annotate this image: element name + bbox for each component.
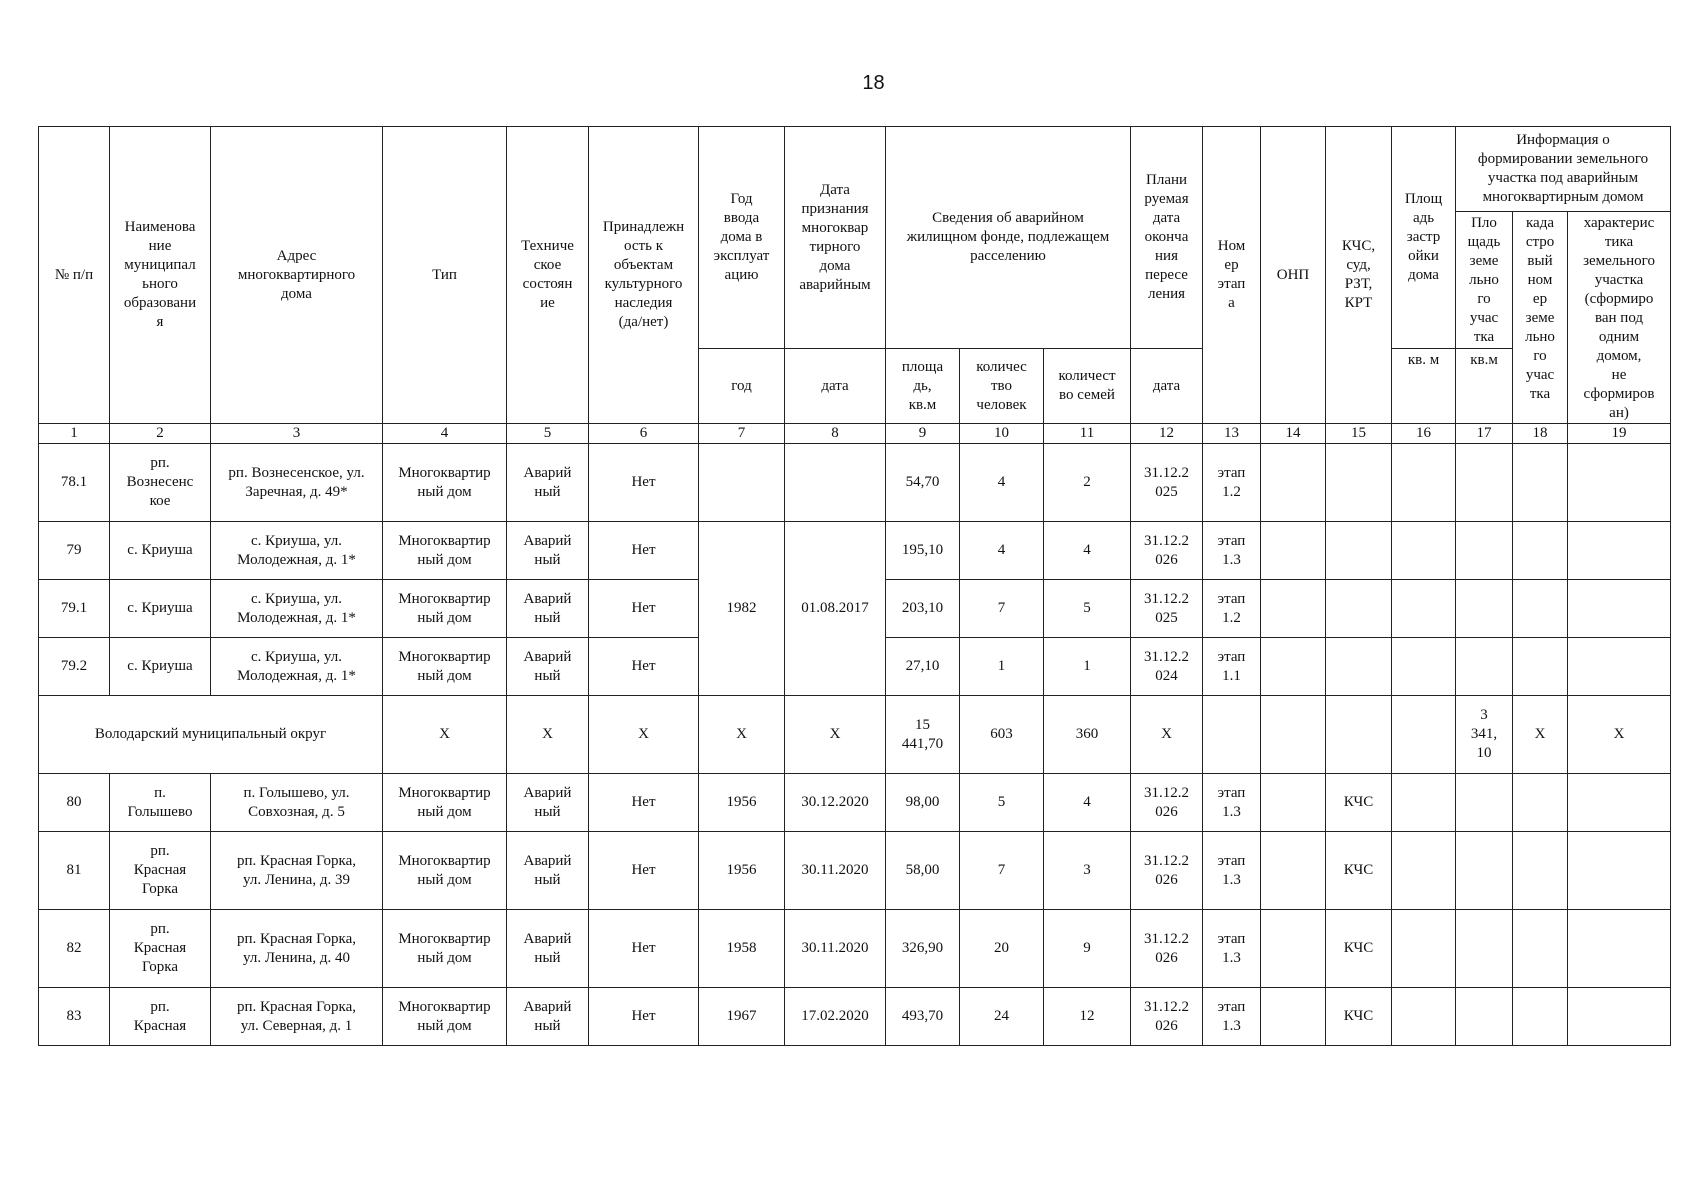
kchs: КЧС: [1326, 910, 1392, 988]
column-number: 10: [960, 424, 1044, 444]
land-characteristic: [1568, 988, 1671, 1046]
onp: [1261, 638, 1326, 696]
row-number: 83: [39, 988, 110, 1046]
land-characteristic: [1568, 638, 1671, 696]
subheader-land-area-unit: кв.м: [1456, 349, 1513, 424]
area: 98,00: [886, 774, 960, 832]
build-area: [1392, 832, 1456, 910]
header-col-19: характерис тика земельного участка (сформиро ван под одним домом, не сформиров ан): [1568, 212, 1671, 424]
cadastral-number: [1513, 522, 1568, 580]
area: 326,90: [886, 910, 960, 988]
emergency-date: 17.02.2020: [785, 988, 886, 1046]
people-count: 5: [960, 774, 1044, 832]
table-row: [39, 910, 1671, 988]
summary-heritage: X: [589, 696, 699, 774]
tech-state: Аварий ный: [507, 832, 589, 910]
column-number: 19: [1568, 424, 1671, 444]
emergency-date: [785, 444, 886, 522]
house-type: Многоквартир ный дом: [383, 522, 507, 580]
heritage: Нет: [589, 988, 699, 1046]
emergency-date: 30.11.2020: [785, 832, 886, 910]
kchs: КЧС: [1326, 832, 1392, 910]
year-built: 1982: [699, 522, 785, 696]
family-count: 9: [1044, 910, 1131, 988]
column-number: 9: [886, 424, 960, 444]
onp: [1261, 988, 1326, 1046]
header-col-13: Ном ер этап а: [1203, 127, 1261, 424]
tech-state: Аварий ный: [507, 638, 589, 696]
row-number: 82: [39, 910, 110, 988]
planned-end-date: 31.12.2 025: [1131, 580, 1203, 638]
column-number: 16: [1392, 424, 1456, 444]
people-count: 20: [960, 910, 1044, 988]
subheader-families: количест во семей: [1044, 349, 1131, 424]
table-row: [39, 988, 1671, 1046]
family-count: 12: [1044, 988, 1131, 1046]
address: рп. Красная Горка, ул. Северная, д. 1: [211, 988, 383, 1046]
municipality: с. Криуша: [110, 522, 211, 580]
column-number: 11: [1044, 424, 1131, 444]
summary-build-area: [1392, 696, 1456, 774]
area: 493,70: [886, 988, 960, 1046]
planned-end-date: 31.12.2 026: [1131, 522, 1203, 580]
land-area: [1456, 638, 1513, 696]
house-type: Многоквартир ный дом: [383, 910, 507, 988]
stage: этап 1.2: [1203, 580, 1261, 638]
page-number: 18: [862, 72, 885, 94]
heritage: Нет: [589, 832, 699, 910]
header-col-9-11: Сведения об аварийном жилищном фонде, подлежащем расселению: [886, 127, 1131, 349]
municipality: рп. Красная Горка: [110, 832, 211, 910]
onp: [1261, 522, 1326, 580]
family-count: 5: [1044, 580, 1131, 638]
header-col-15: КЧС, суд, РЗТ, КРТ: [1326, 127, 1392, 424]
subheader-date: дата: [785, 349, 886, 424]
municipality: п. Голышево: [110, 774, 211, 832]
header-col-5: Техниче ское состоян ие: [507, 127, 589, 424]
column-number: 6: [589, 424, 699, 444]
summary-label: Володарский муниципальный округ: [39, 696, 383, 774]
build-area: [1392, 522, 1456, 580]
kchs: [1326, 444, 1392, 522]
house-type: Многоквартир ный дом: [383, 638, 507, 696]
summary-people: 603: [960, 696, 1044, 774]
planned-end-date: 31.12.2 026: [1131, 832, 1203, 910]
area: 58,00: [886, 832, 960, 910]
tech-state: Аварий ный: [507, 444, 589, 522]
cadastral-number: [1513, 910, 1568, 988]
year-built: [699, 444, 785, 522]
summary-onp: [1261, 696, 1326, 774]
stage: этап 1.3: [1203, 988, 1261, 1046]
onp: [1261, 832, 1326, 910]
heritage: Нет: [589, 774, 699, 832]
area: 203,10: [886, 580, 960, 638]
kchs: [1326, 522, 1392, 580]
cadastral-number: [1513, 580, 1568, 638]
address: рп. Красная Горка, ул. Ленина, д. 40: [211, 910, 383, 988]
header-col-7: Год ввода дома в эксплуат ацию: [699, 127, 785, 349]
column-number: 7: [699, 424, 785, 444]
table-row: [39, 832, 1671, 910]
build-area: [1392, 638, 1456, 696]
land-characteristic: [1568, 522, 1671, 580]
heritage: Нет: [589, 638, 699, 696]
summary-land-area: 3 341, 10: [1456, 696, 1513, 774]
tech-state: Аварий ный: [507, 988, 589, 1046]
onp: [1261, 910, 1326, 988]
planned-end-date: 31.12.2 024: [1131, 638, 1203, 696]
table-row: [39, 774, 1671, 832]
summary-characteristic: X: [1568, 696, 1671, 774]
column-number: 12: [1131, 424, 1203, 444]
land-characteristic: [1568, 910, 1671, 988]
build-area: [1392, 580, 1456, 638]
column-number-row: [39, 424, 1671, 444]
address: с. Криуша, ул. Молодежная, д. 1*: [211, 522, 383, 580]
cadastral-number: [1513, 638, 1568, 696]
planned-end-date: 31.12.2 026: [1131, 910, 1203, 988]
land-area: [1456, 832, 1513, 910]
summary-year: X: [699, 696, 785, 774]
house-type: Многоквартир ный дом: [383, 988, 507, 1046]
row-number: 79.2: [39, 638, 110, 696]
stage: этап 1.2: [1203, 444, 1261, 522]
subheader-people: количес тво человек: [960, 349, 1044, 424]
people-count: 7: [960, 580, 1044, 638]
header-col-8: Дата признания многоквар тирного дома аварийным: [785, 127, 886, 349]
area: 27,10: [886, 638, 960, 696]
column-number: 18: [1513, 424, 1568, 444]
municipality: с. Криуша: [110, 638, 211, 696]
people-count: 24: [960, 988, 1044, 1046]
emergency-date: 30.12.2020: [785, 774, 886, 832]
planned-end-date: 31.12.2 026: [1131, 988, 1203, 1046]
column-number: 4: [383, 424, 507, 444]
row-number: 79.1: [39, 580, 110, 638]
planned-end-date: 31.12.2 025: [1131, 444, 1203, 522]
column-number: 3: [211, 424, 383, 444]
emergency-date: 30.11.2020: [785, 910, 886, 988]
table-row: [39, 444, 1671, 522]
row-number: 81: [39, 832, 110, 910]
address: рп. Вознесенское, ул. Заречная, д. 49*: [211, 444, 383, 522]
header-col-3: Адрес многоквартирного дома: [211, 127, 383, 424]
header-col-4: Тип: [383, 127, 507, 424]
onp: [1261, 444, 1326, 522]
kchs: КЧС: [1326, 988, 1392, 1046]
row-number: 78.1: [39, 444, 110, 522]
heritage: Нет: [589, 580, 699, 638]
heritage: Нет: [589, 444, 699, 522]
column-number: 15: [1326, 424, 1392, 444]
summary-row: [39, 696, 1671, 774]
subheader-end-date: дата: [1131, 349, 1203, 424]
header-col-16: Площ адь застр ойки дома: [1392, 127, 1456, 349]
table-row: [39, 522, 1671, 580]
stage: этап 1.3: [1203, 910, 1261, 988]
build-area: [1392, 444, 1456, 522]
build-area: [1392, 910, 1456, 988]
land-characteristic: [1568, 774, 1671, 832]
subheader-year: год: [699, 349, 785, 424]
tech-state: Аварий ный: [507, 522, 589, 580]
house-type: Многоквартир ный дом: [383, 774, 507, 832]
land-characteristic: [1568, 444, 1671, 522]
heritage: Нет: [589, 522, 699, 580]
area: 54,70: [886, 444, 960, 522]
land-characteristic: [1568, 580, 1671, 638]
cadastral-number: [1513, 444, 1568, 522]
kchs: [1326, 638, 1392, 696]
land-characteristic: [1568, 832, 1671, 910]
row-number: 80: [39, 774, 110, 832]
land-area: [1456, 988, 1513, 1046]
municipality: рп. Вознесенс кое: [110, 444, 211, 522]
cadastral-number: [1513, 832, 1568, 910]
people-count: 1: [960, 638, 1044, 696]
stage: этап 1.1: [1203, 638, 1261, 696]
header-col-14: ОНП: [1261, 127, 1326, 424]
summary-kchs: [1326, 696, 1392, 774]
cadastral-number: [1513, 988, 1568, 1046]
header-col-1: № п/п: [39, 127, 110, 424]
address: с. Криуша, ул. Молодежная, д. 1*: [211, 580, 383, 638]
family-count: 1: [1044, 638, 1131, 696]
area: 195,10: [886, 522, 960, 580]
summary-date: X: [785, 696, 886, 774]
header-col-17-19: Информация о формировании земельного участка под аварийным многоквартирным домом: [1456, 127, 1671, 212]
land-area: [1456, 444, 1513, 522]
planned-end-date: 31.12.2 026: [1131, 774, 1203, 832]
year-built: 1967: [699, 988, 785, 1046]
tech-state: Аварий ный: [507, 910, 589, 988]
column-number: 14: [1261, 424, 1326, 444]
family-count: 3: [1044, 832, 1131, 910]
summary-state: X: [507, 696, 589, 774]
summary-end-date: X: [1131, 696, 1203, 774]
people-count: 4: [960, 522, 1044, 580]
summary-type: X: [383, 696, 507, 774]
column-number: 13: [1203, 424, 1261, 444]
land-area: [1456, 580, 1513, 638]
emergency-date: 01.08.2017: [785, 522, 886, 696]
summary-stage: [1203, 696, 1261, 774]
stage: этап 1.3: [1203, 774, 1261, 832]
header-col-2: Наименова ние муниципал ьного образовани я: [110, 127, 211, 424]
summary-families: 360: [1044, 696, 1131, 774]
onp: [1261, 774, 1326, 832]
header-row-1: [39, 127, 1671, 212]
housing-register-table: [38, 126, 1671, 1046]
build-area: [1392, 774, 1456, 832]
kchs: КЧС: [1326, 774, 1392, 832]
column-number: 5: [507, 424, 589, 444]
family-count: 2: [1044, 444, 1131, 522]
land-area: [1456, 522, 1513, 580]
column-number: 2: [110, 424, 211, 444]
header-col-6: Принадлежн ость к объектам культурного наследия (да/нет): [589, 127, 699, 424]
tech-state: Аварий ный: [507, 774, 589, 832]
house-type: Многоквартир ный дом: [383, 444, 507, 522]
address: рп. Красная Горка, ул. Ленина, д. 39: [211, 832, 383, 910]
cadastral-number: [1513, 774, 1568, 832]
subheader-area: площа дь, кв.м: [886, 349, 960, 424]
summary-cadastral: X: [1513, 696, 1568, 774]
family-count: 4: [1044, 522, 1131, 580]
municipality: рп. Красная Горка: [110, 910, 211, 988]
header-col-18: када стро вый ном ер земе льно го учас тка: [1513, 212, 1568, 424]
year-built: 1956: [699, 832, 785, 910]
build-area: [1392, 988, 1456, 1046]
municipality: рп. Красная: [110, 988, 211, 1046]
column-number: 8: [785, 424, 886, 444]
column-number: 1: [39, 424, 110, 444]
municipality: с. Криуша: [110, 580, 211, 638]
address: с. Криуша, ул. Молодежная, д. 1*: [211, 638, 383, 696]
house-type: Многоквартир ный дом: [383, 580, 507, 638]
heritage: Нет: [589, 910, 699, 988]
kchs: [1326, 580, 1392, 638]
land-area: [1456, 910, 1513, 988]
family-count: 4: [1044, 774, 1131, 832]
tech-state: Аварий ный: [507, 580, 589, 638]
stage: этап 1.3: [1203, 832, 1261, 910]
year-built: 1958: [699, 910, 785, 988]
header-col-12: Плани руемая дата оконча ния пересе ления: [1131, 127, 1203, 349]
column-number: 17: [1456, 424, 1513, 444]
house-type: Многоквартир ный дом: [383, 832, 507, 910]
header-col-17: Пло щадь земе льно го учас тка: [1456, 212, 1513, 349]
address: п. Голышево, ул. Совхозная, д. 5: [211, 774, 383, 832]
year-built: 1956: [699, 774, 785, 832]
land-area: [1456, 774, 1513, 832]
people-count: 7: [960, 832, 1044, 910]
summary-area: 15 441,70: [886, 696, 960, 774]
people-count: 4: [960, 444, 1044, 522]
row-number: 79: [39, 522, 110, 580]
onp: [1261, 580, 1326, 638]
subheader-build-area-unit: кв. м: [1392, 349, 1456, 424]
stage: этап 1.3: [1203, 522, 1261, 580]
